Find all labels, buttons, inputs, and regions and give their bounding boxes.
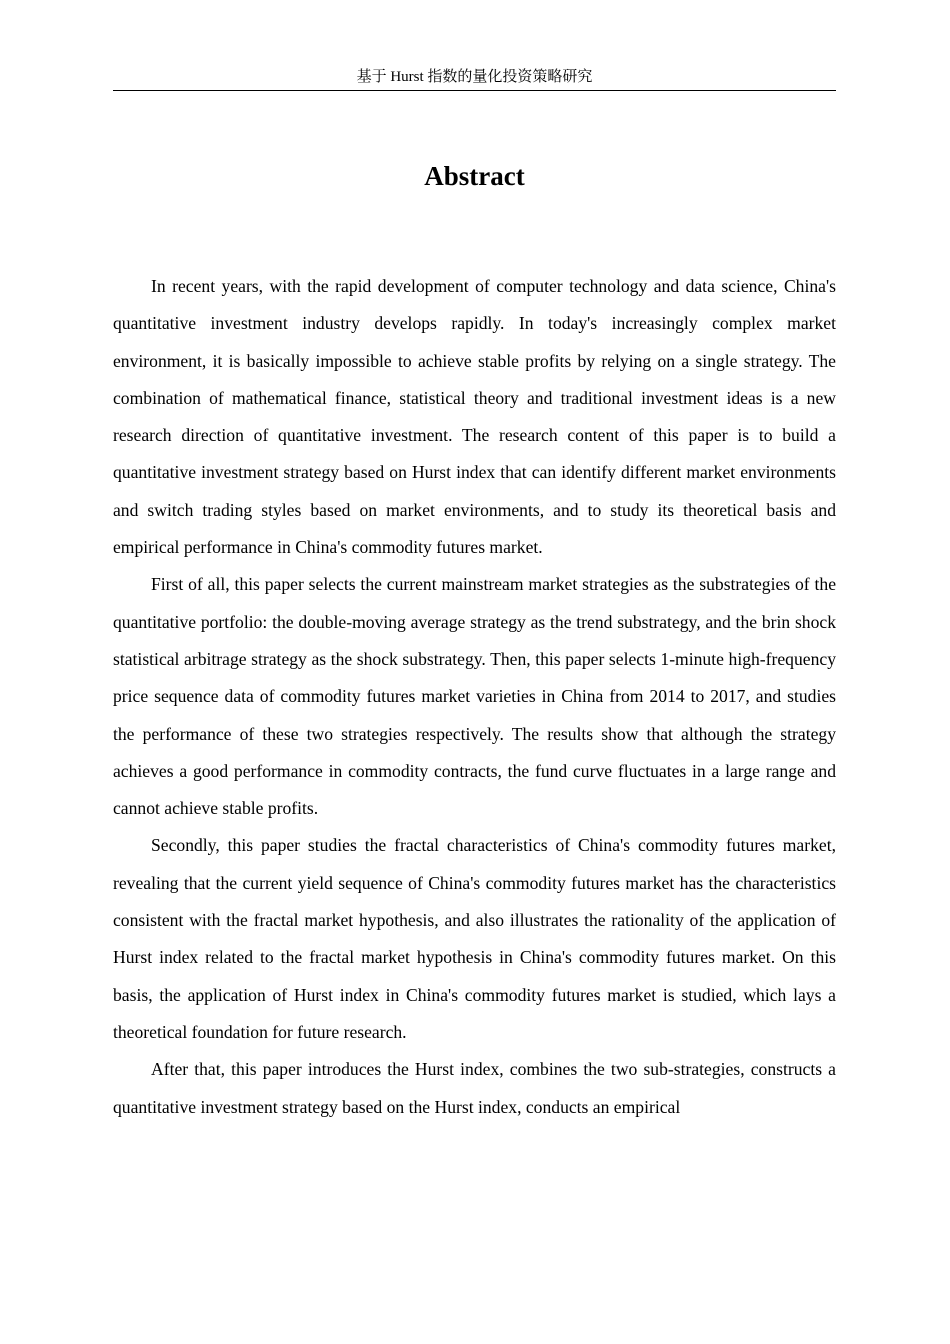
page-title: Abstract: [424, 161, 525, 191]
abstract-body: [113, 268, 836, 1126]
abstract-paragraph-1: In recent years, with the rapid development of computer technology and data science, China's quantitative investment industry develops rapidly. In today's increasingly complex market environment, it is basically impossible to achieve stable profits by relying on a single strategy. The combination of mathematical finance, statistical theory and traditional investment ideas is a new research direction of quantitative investment. The research content of this paper is to build a quantitative investment strategy based on Hurst index that can identify different market environments and switch trading styles based on market environments, and to study its theoretical basis and empirical performance in China's commodity futures market.: [113, 276, 836, 558]
abstract-paragraph-2: First of all, this paper selects the current mainstream market strategies as the substrategies of the quantitative portfolio: the double-moving average strategy as the trend substrategy, and the brin shock statistical arbitrage strategy as the shock substrategy. Then, this paper selects 1-minute high-frequency price sequence data of commodity futures market varieties in China from 2014 to 2017, and studies the performance of these two strategies respectively. The results show that although the strategy achieves a good performance in commodity contracts, the fund curve fluctuates in a large range and cannot achieve stable profits.: [113, 574, 836, 819]
abstract-paragraph-3: Secondly, this paper studies the fractal characteristics of China's commodity futures market, revealing that the current yield sequence of China's commodity futures market has the characteristics consistent with the fractal market hypothesis, and also illustrates the rationality of the application of Hurst index related to the fractal market hypothesis in China's commodity futures market. On this basis, the application of Hurst index in China's commodity futures market is studied, which lays a theoretical foundation for future research.: [113, 835, 836, 1042]
abstract-paragraph-4: After that, this paper introduces the Hurst index, combines the two sub-strategies, constructs a quantitative investment strategy based on the Hurst index, conducts an empirical: [113, 1059, 836, 1117]
running-header-title: 基于 Hurst 指数的量化投资策略研究: [356, 69, 593, 85]
running-header: [113, 64, 836, 91]
